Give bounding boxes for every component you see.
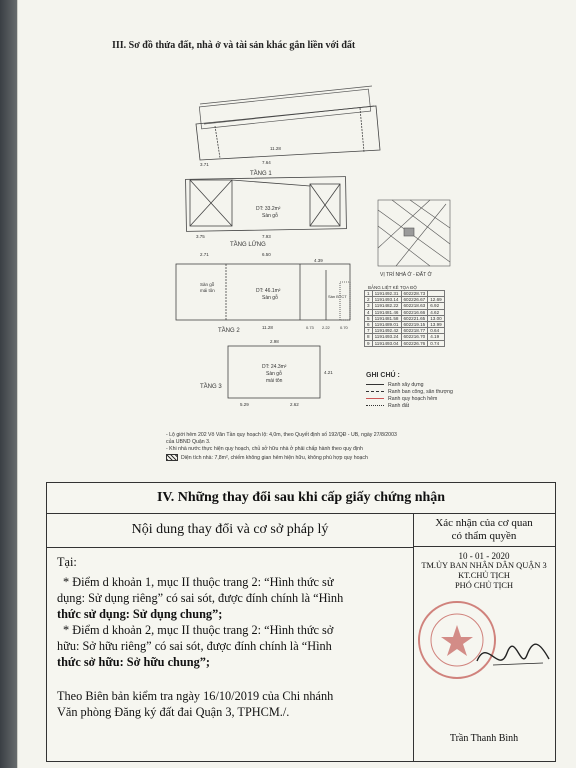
coord-cell: 602221.65 [401,315,428,321]
t2-left-room-roof: mái tôn [200,288,215,293]
floor3-label: TẦNG 3 [200,384,222,390]
t3-floor: Sàn gỗ [266,371,282,377]
confirmation-column [413,513,555,761]
item2-line: hữu: Sở hữu riêng” có sai sót, được đính chính là “Hình [57,639,332,653]
coord-cell: 4 [365,309,373,315]
dim-t3-top: 2.98 [270,339,279,344]
coord-row [365,322,445,328]
note-line: của UBND Quận 3. [166,439,211,446]
dim-t2-bottom-r2: 2.22 [322,325,330,330]
coord-cell: 4.19 [428,334,445,340]
dim-t2-top-left: 2.71 [200,252,209,257]
item2-line: thức sở hữu: Sở hữu chung”; [57,655,210,669]
coord-cell: 2 [365,297,373,303]
coord-row [365,328,445,334]
note-line: - Lộ giới hẻm 202 Võ Văn Tần quy hoạch lộ: 4,0m, theo Quyết định số 192/QĐ - UB, ngày 27/8/2003 [166,432,397,438]
coord-cell: 3 [365,303,373,309]
t3-area: DT: 24.3m² [262,364,287,370]
legend-item: Ranh ban công, sân thượng [366,388,453,395]
dim-t1-top: 11.28 [270,146,281,151]
floor2-label: TẦNG 2 [218,328,240,334]
dim-t1-left: 3.71 [200,162,209,167]
coord-cell: 1191492.42 [372,328,401,334]
coord-cell: 602216.70 [401,334,428,340]
legend-title: GHI CHÚ : [366,372,400,379]
mezz-room-floor: Sàn gỗ [262,213,278,219]
coord-cell: 5 [365,315,373,321]
coord-cell: 1191493.14 [372,297,401,303]
mezzanine-label: TẦNG LỬNG [230,242,266,248]
coord-cell: 1 [365,291,373,297]
signature [473,631,553,681]
location-map [378,200,450,266]
coordinate-table [364,290,445,347]
hatch-swatch [166,454,178,461]
coord-cell: 13.99 [428,322,445,328]
coord-row [365,309,445,315]
legend [366,372,453,409]
coord-cell: 1191493.04 [372,340,401,346]
coord-cell: 0.74 [428,340,445,346]
floor1-label: TẦNG 1 [250,171,272,177]
coord-cell: 4.62 [428,309,445,315]
dim-t2-top-mid: 6.50 [262,252,271,257]
mezzanine-plan [186,177,347,232]
coord-cell: 602219.15 [401,322,428,328]
coord-cell: 1191481.46 [372,309,401,315]
coord-cell: 1191492.31 [372,291,401,297]
coord-row [365,297,445,303]
coord-cell: 1191489.01 [372,322,401,328]
coord-cell: 1191481.58 [372,315,401,321]
dim-t2-bottom-r1: 0.73 [306,325,314,330]
coord-cell: 0.64 [428,328,445,334]
coord-cell: 602218.77 [401,328,428,334]
coord-row [365,315,445,321]
confirmation-date: 10 - 01 - 2020 [458,551,510,561]
signer-name: Trần Thanh Bình [449,733,519,744]
dim-t2-bottom: 11.28 [262,325,273,330]
t3-roof: mái tôn [266,378,283,384]
legend-item: Ranh quy hoạch hẻm [366,395,453,402]
coord-cell: 7 [365,328,373,334]
coord-cell: 602218.63 [401,303,428,309]
coord-row [365,303,445,309]
plan-notes [166,432,397,462]
dim-tl-left: 3.75 [196,234,205,239]
coord-row [365,334,445,340]
item1-line: dụng: Sử dụng riêng” có sai sót, được đính chính là “Hình [57,591,344,605]
dim-side: 4.21 [324,370,333,375]
coord-cell: 12.69 [428,297,445,303]
coord-cell: 602226.76 [401,340,428,346]
floor1-plan [196,106,380,160]
coord-cell: 13.00 [428,315,445,321]
basis-line: Theo Biên bản kiểm tra ngày 16/10/2019 của Chi nhánh [57,689,334,703]
coord-cell: 6 [365,322,373,328]
confirmation-column-header: Xác nhận của cơ quan có thẩm quyền [413,513,555,547]
section3-title: III. Sơ đồ thửa đất, nhà ở và tài sản khác gắn liền với đất [112,40,356,51]
content-column-header: Nội dung thay đổi và cơ sở pháp lý [47,513,413,548]
legend-item: Ranh đất [366,402,453,409]
item1-line: * Điểm d khoản 1, mục II thuộc trang 2: “Hình thức sử [63,575,334,589]
dim-t3-bottom-left: 5.29 [240,402,249,407]
changes-content-column [47,513,414,761]
item1-line: thức sử dụng: Sử dụng chung”; [57,607,223,621]
t2-right-room: Sàn BTCT [328,294,347,299]
dim-t2-top-right: 4.39 [314,258,323,263]
t2-left-room: Sàn gỗ [200,282,215,287]
location-prefix: Tại: [57,555,77,569]
mezz-room-area: DT: 33.2m² [256,206,281,212]
coord-row [365,340,445,346]
coord-cell: 8 [365,334,373,340]
legend-item: Ranh xây dựng [366,381,453,388]
item2-line: * Điểm d khoản 2, mục II thuộc trang 2: “Hình thức sở [63,623,334,637]
changes-table [46,482,556,762]
change-entry [47,548,413,720]
coord-cell: 602228.73 [401,291,428,297]
t2-center-area: DT: 46.1m² [256,288,281,294]
authority-block: TM.ỦY BAN NHÂN DÂN QUẬN 3 KT.CHỦ TỊCH PHÓ CHỦ TỊCH [421,561,547,590]
coord-cell: 1191493.24 [372,334,401,340]
coord-cell: 9 [365,340,373,346]
dim-tl-bottom: 7.93 [262,234,271,239]
coord-cell: 6.92 [428,303,445,309]
location-label: VỊ TRÍ NHÀ Ở - ĐẤT Ở [380,272,432,278]
basis-line: Văn phòng Đăng ký đất đai Quận 3, TPHCM./. [57,705,290,719]
note-line: Diện tích nhà: 7,8m², chiếm không gian hẻm hiện hữu, không phù hợp quy hoạch [166,454,397,462]
dim-t1-mid: 7.64 [262,160,271,165]
section4-title: IV. Những thay đổi sau khi cấp giấy chứng nhận [47,483,555,514]
dim-t3-bottom-right: 2.62 [290,402,299,407]
t2-center-floor: Sàn gỗ [262,295,278,301]
coord-cell: 602226.67 [401,297,428,303]
coord-cell: 602216.66 [401,309,428,315]
coord-table-title: BẢNG LIỆT KÊ TỌA ĐỘ [368,285,417,290]
coord-cell: 1191482.22 [372,303,401,309]
dim-t2-bottom-r3: 0.70 [340,325,348,330]
road-strip [199,86,374,129]
note-line: - Khi nhà nước thực hiện quy hoạch, chủ sở hữu nhà ở phải chấp hành theo quy định [166,446,363,453]
